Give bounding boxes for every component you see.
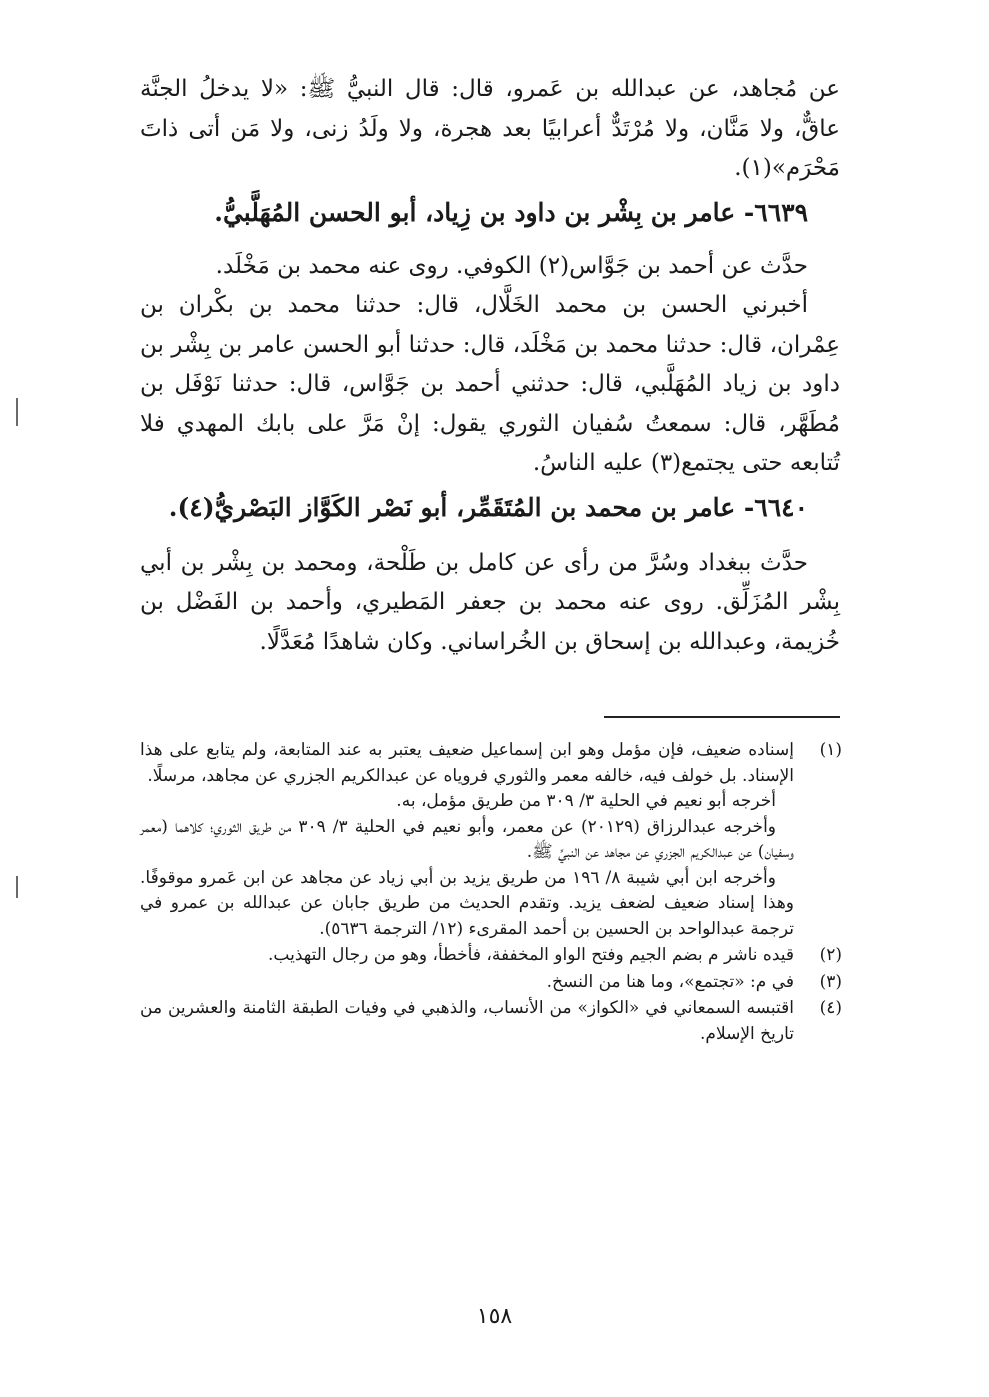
footnote-text: في م: «تجتمع»، وما هنا من النسخ. — [546, 971, 794, 992]
footnote-text: أخرجه أبو نعيم في الحلية ٣/ ٣٠٩ من طريق مؤمل، به. — [396, 791, 776, 811]
footnote-text: إسناده ضعيف، فإن مؤمل وهو ابن إسماعيل ضعيف يعتبر به عند المتابعة، ولم يتابع على هذا الإسناد. بل خولف فيه، خالفه معمر والثوري فروياه عن عبدالكريم الجزري عن مجاهد، مرسلًا. — [140, 740, 794, 786]
entry-heading-6640: ٦٦٤٠- عامر بن محمد بن المُتَقَمِّر، أبو نَصْر الكَوَّاز البَصْريُّ(٤). — [168, 492, 808, 522]
scan-margin-mark — [16, 398, 18, 426]
footnote-1 — [140, 738, 842, 942]
footnote-text: وأخرجه عبدالرزاق (٢٠١٢٩) عن معمر، وأبو نعيم في الحلية ٣/ ٣٠٩ من طريق الثوري؛ كلاهما (معمر وسفيان) عن عبدالكريم الجزري عن مجاهد عن النبيِّ ﷺ. — [140, 816, 794, 862]
footnote-number: (١) — [819, 740, 842, 760]
footnote-2 — [140, 943, 842, 969]
scan-margin-mark — [16, 876, 18, 898]
entry-heading-6639: ٦٦٣٩- عامر بن بِشْر بن داود بن زِياد، أبو الحسن المُهَلَّبيُّ. — [214, 197, 808, 227]
paragraph-narration: حدَّث عن أحمد بن جَوَّاس(٢) الكوفي. روى عنه محمد بن مَخْلَد. — [215, 252, 808, 279]
footnotes — [140, 738, 842, 1048]
footnote-text: قيده ناشر م بضم الجيم وفتح الواو المخففة، فأخطأ، وهو من رجال التهذيب. — [268, 945, 794, 965]
paragraph-biography: حدَّث ببغداد وسُرَّ من رأى عن كامل بن طَلْحة، ومحمد بن بِشْر بن أبي بِشْر المُزَلِّق. روى عنه محمد بن جعفر المَطيري، وأحمد بن الفَضْل بن خُزيمة، وعبدالله بن إسحاق بن الخُراساني. وكان شاهدًا مُعَدَّلًا. — [140, 549, 840, 655]
footnote-separator — [604, 716, 840, 718]
paragraph-isnad: أخبرني الحسن بن محمد الخَلَّال، قال: حدثنا محمد بن بكْران بن عِمْران، قال: حدثنا محمد بن مَخْلَد، قال: حدثنا أبو الحسن عامر بن بِشْر بن داود بن زياد المُهَلَّبي، قال: حدثني أحمد بن جَوَّاس، قال: حدثنا نَوْفَل بن مُطَهَّر، قال: سمعتُ سُفيان الثوري يقول: إنْ مَرَّ على بابك المهدي فلا تُتابعه حتى يجتمع(٣) عليه الناسُ. — [140, 292, 840, 476]
main-text — [140, 70, 840, 662]
footnote-number: (٣) — [819, 971, 842, 992]
page-number: ١٥٨ — [476, 1304, 513, 1329]
footnote-text: اقتبسه السمعاني في «الكواز» من الأنساب، والذهبي في وفيات الطبقة الثامنة والعشرين من تاريخ الإسلام. — [140, 998, 794, 1044]
footnote-3 — [140, 970, 842, 996]
footnote-4 — [140, 996, 842, 1047]
footnote-number: (٤) — [819, 998, 842, 1018]
footnote-text: وأخرجه ابن أبي شيبة ٨/ ١٩٦ من طريق يزيد بن أبي زياد عن مجاهد عن ابن عَمرو موقوفًا. وهذا إسناد ضعيف لضعف يزيد. وتقدم الحديث من طريق جابان عن عبدالله بن عمرو في ترجمة عبدالواحد بن الحسين بن أحمد المقرىء (١٢/ الترجمة ٥٦٣٦). — [140, 867, 794, 939]
footnote-number: (٢) — [819, 945, 842, 965]
paragraph-hadith: عن مُجاهد، عن عبدالله بن عَمرو، قال: قال النبيُّ ﷺ: «لا يدخلُ الجنَّة عاقٌّ، ولا مَنَّان، ولا مُرْتَدٌّ أعرابيًا بعد هجرة، ولا ولَدُ زنى، ولا مَن أتى ذاتَ مَحْرَم»(١). — [140, 76, 840, 181]
